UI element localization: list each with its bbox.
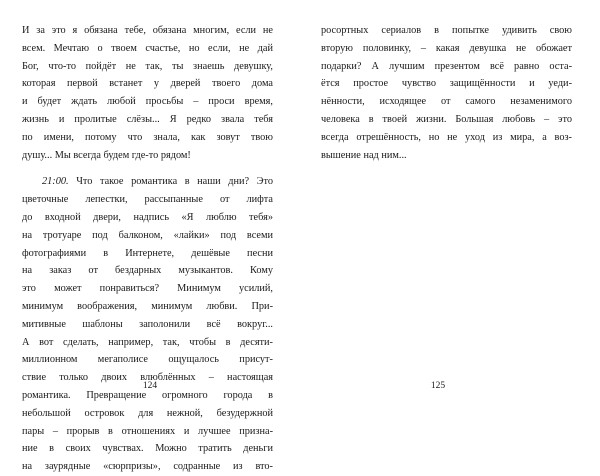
text-line: пары – прорыв в отношениях и лучшее призна-: [22, 425, 273, 437]
text-line: [22, 173, 273, 191]
text-line: нённости, исходящее от самого незаменимого: [321, 96, 572, 108]
text-line: это может понравиться? Минимум усилий,: [22, 283, 273, 295]
text-line: вторую половинку, – какая девушка не обожает: [321, 42, 572, 54]
text-line: фотографиями в Интернете, дешёвые песни: [22, 247, 273, 259]
text-line: и будет ждать любой просьбы – проси время,: [22, 96, 273, 108]
text-line: романтика. Превращение огромного города в: [22, 389, 273, 401]
text-line: ствие только двоих влюблённых – настоящая: [22, 372, 273, 384]
text-line: ётся простое чувство защищённости и уеди-: [321, 78, 572, 90]
text-line: цветочные лепестки, рассыпанные от лифта: [22, 194, 273, 206]
text-line: на заказ от бездарных музыкантов. Кому: [22, 265, 273, 277]
text-line: Бог, что-то пойдёт не так, ты знаешь девушку,: [22, 60, 273, 72]
text-line: минимум воображения, минимум любви. При-: [22, 300, 273, 312]
text-line: на тротуаре под балконом, «лайки» под всеми: [22, 229, 273, 241]
text-line: до входной двери, надпись «Я люблю тебя»: [22, 211, 273, 223]
text-line: небольшой островок для нежной, безудержной: [22, 407, 273, 419]
text-line: человека в твоей жизни. Большая любовь – это: [321, 113, 572, 125]
text-line: А вот сделать, например, так, чтобы в десяти-: [22, 336, 273, 348]
text-line: на заурядные «сюрпризы», содранные из вто-: [22, 461, 273, 473]
left-page: [0, 0, 300, 473]
text-line: всем. Мечтаю о твоем счастье, но если, не дай: [22, 42, 273, 54]
text-line: жизнь и пролитые слёзы... Я редко звала тебя: [22, 113, 273, 125]
right-page-text: [321, 22, 572, 164]
page-number: 125: [430, 381, 446, 391]
page-number: 124: [142, 381, 158, 391]
left-page-text: [22, 22, 273, 476]
text-line: ние в своих чувствах. Можно тратить деньги: [22, 443, 273, 455]
text-line: митивные шаблоны заполонили всё вокруг...: [22, 318, 273, 330]
text-line: которая первой встанет у дверей твоего дома: [22, 78, 273, 90]
text-line: всегда отрешённость, но не уход из мира, а воз-: [321, 131, 572, 143]
text-line: росортных сериалов в попытке удивить свою: [321, 25, 572, 36]
text-line: подарки? А лучшим презентом всё равно оста-: [321, 60, 572, 72]
text-line: вышение над ним...: [321, 149, 407, 161]
text-line: душу... Мы всегда будем где-то рядом!: [22, 149, 191, 161]
text-line: миллионном мегаполисе ощущалось присут-: [22, 354, 273, 366]
text-line: по имени, потому что знала, как зовут твою: [22, 131, 273, 143]
time-stamp: 21:00.: [42, 176, 69, 188]
text-fragment: Что такое романтика в наши дни? Это: [68, 176, 273, 188]
text-line: И за это я обязана тебе, обязана многим, если не: [22, 25, 273, 36]
